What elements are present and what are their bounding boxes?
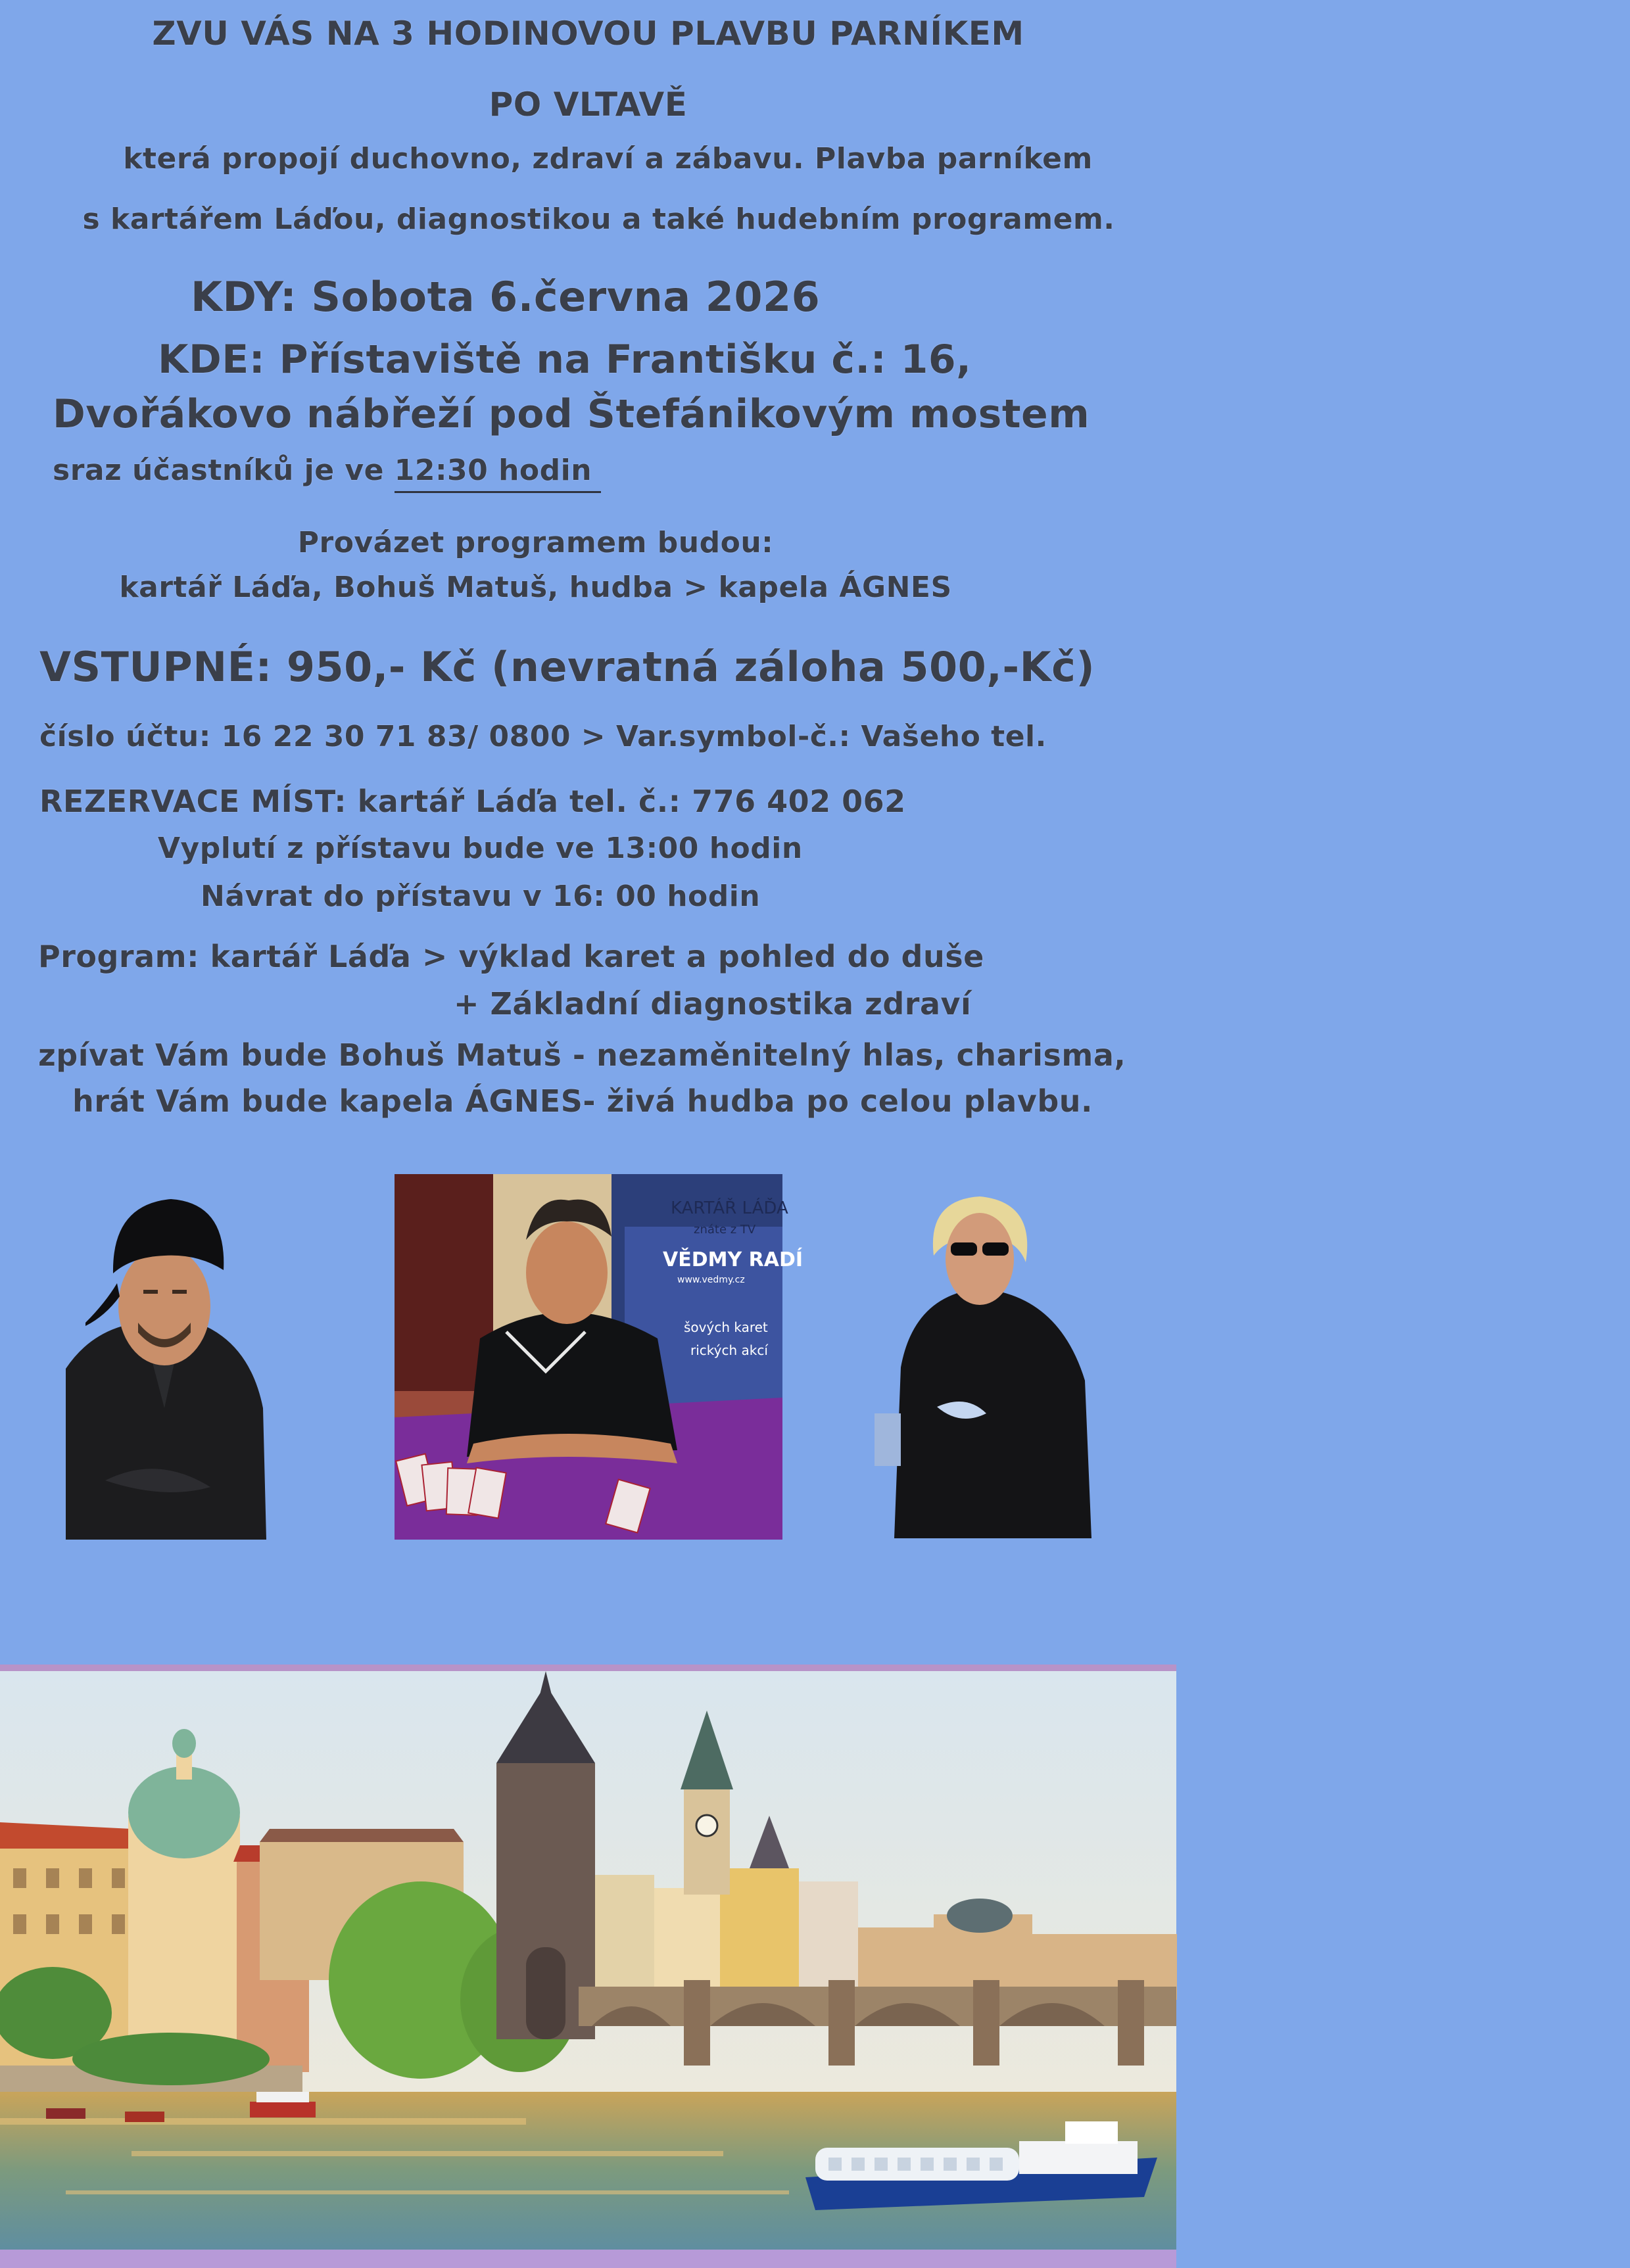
program-line-3: zpívat Vám bude Bohuš Matuš - nezaměnitelný hlas, charisma,: [38, 1037, 1126, 1073]
reservation-contact: REZERVACE MÍST: kartář Láďa tel. č.: 776 402 062: [39, 784, 906, 819]
program-line-2: + Základní diagnostika zdraví: [454, 986, 972, 1022]
footer-strip: [0, 2250, 1176, 2268]
program-line-4: hrát Vám bude kapela ÁGNES- živá hudba po celou plavbu.: [72, 1083, 1093, 1119]
card-reader-photo: [395, 1174, 803, 1540]
event-location-2: Dvořákovo nábřeží pod Štefánikovým mostem: [53, 391, 1090, 437]
hosts-names: kartář Láďa, Bohuš Matuš, hudba > kapela ÁGNES: [119, 571, 952, 604]
banner-subtitle: znáte z TV: [694, 1223, 756, 1237]
headline-line-1: ZVU VÁS NA 3 HODINOVOU PLAVBU PARNÍKEM: [152, 14, 1024, 53]
intro-line-1: která propojí duchovno, zdraví a zábavu. Plavba parníkem: [123, 142, 1093, 176]
event-location-1: KDE: Přístaviště na Františku č.: 16,: [158, 337, 972, 383]
program-line-1: Program: kartář Láďa > výklad karet a pohled do duše: [38, 939, 984, 974]
banner-title: KARTÁŘ LÁĎA: [671, 1198, 788, 1218]
banner-show: VĚDMY RADÍ: [663, 1248, 803, 1271]
banner-web: www.vedmy.cz: [677, 1275, 745, 1285]
return-time: Návrat do přístavu v 16: 00 hodin: [201, 880, 761, 913]
event-date: KDY: Sobota 6.června 2026: [191, 273, 821, 321]
meeting-time: [53, 454, 1229, 493]
bank-account: číslo účtu: 16 22 30 71 83/ 0800 > Var.symbol-č.: Vašeho tel.: [39, 720, 1047, 753]
musician-photo: [875, 1196, 1101, 1538]
intro-line-2: s kartářem Láďou, diagnostikou a také hudebním programem.: [82, 202, 1115, 236]
hosts-label: Provázet programem budou:: [297, 526, 774, 559]
banner-text-2: rických akcí: [690, 1342, 768, 1358]
section-divider: [0, 1665, 1176, 1671]
departure-time: Vyplutí z přístavu bude ve 13:00 hodin: [158, 832, 803, 865]
banner-text-1: šových karet: [684, 1319, 768, 1335]
prague-panorama: [0, 1671, 1176, 2250]
singer-photo: [66, 1191, 266, 1540]
admission-price: VSTUPNÉ: 950,- Kč (nevratná záloha 500,-Kč): [39, 643, 1095, 691]
meeting-prefix: sraz účastníků je ve: [53, 454, 395, 487]
headline-line-2: PO VLTAVĚ: [489, 85, 688, 124]
meeting-time-value: 12:30 hodin: [395, 454, 601, 493]
